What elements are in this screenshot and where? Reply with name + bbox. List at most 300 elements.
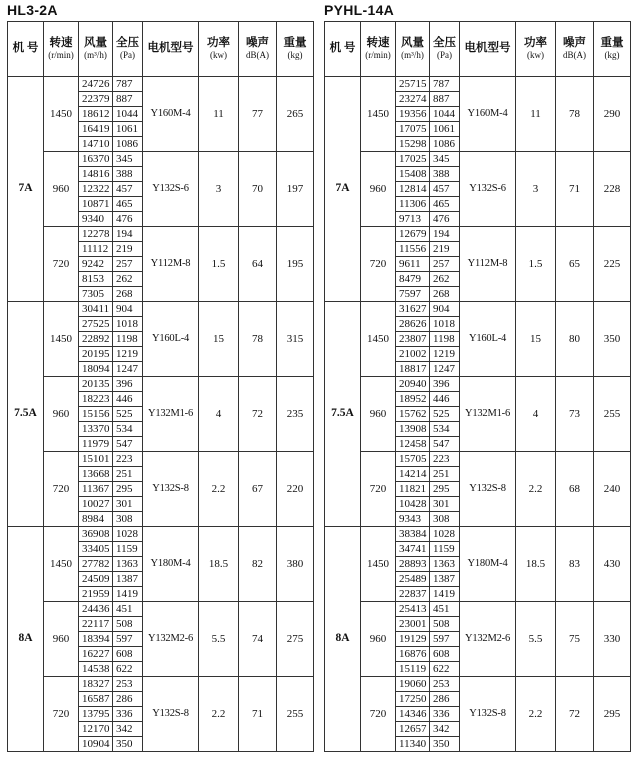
table-row [325, 77, 631, 92]
noise-cell: 70 [239, 152, 277, 227]
pressure-cell: 262 [430, 272, 460, 287]
table-row [8, 527, 314, 542]
weight-cell: 380 [277, 527, 314, 602]
pressure-cell: 253 [113, 677, 143, 692]
flow-cell: 24726 [79, 77, 113, 92]
header-machine: 机 号 [325, 22, 361, 77]
pressure-cell: 525 [430, 407, 460, 422]
pressure-cell: 262 [113, 272, 143, 287]
flow-cell: 10428 [396, 497, 430, 512]
pressure-cell: 1028 [430, 527, 460, 542]
noise-cell: 82 [239, 527, 277, 602]
pressure-cell: 295 [430, 482, 460, 497]
flow-cell: 38384 [396, 527, 430, 542]
pressure-cell: 219 [113, 242, 143, 257]
flow-cell: 8984 [79, 512, 113, 527]
power-cell: 5.5 [516, 602, 556, 677]
table-row [325, 677, 631, 692]
weight-cell: 255 [594, 377, 631, 452]
table-title: HL3-2A [7, 2, 58, 18]
flow-cell: 18223 [79, 392, 113, 407]
flow-cell: 19356 [396, 107, 430, 122]
motor-cell: Y132M1-6 [143, 377, 199, 452]
pressure-cell: 547 [113, 437, 143, 452]
pressure-cell: 622 [113, 662, 143, 677]
pressure-cell: 787 [430, 77, 460, 92]
pressure-cell: 223 [113, 452, 143, 467]
flow-cell: 9611 [396, 257, 430, 272]
pressure-cell: 608 [430, 647, 460, 662]
flow-cell: 12322 [79, 182, 113, 197]
pressure-cell: 308 [113, 512, 143, 527]
fan-spec-table [324, 21, 631, 752]
pressure-cell: 446 [430, 392, 460, 407]
motor-cell: Y160M-4 [143, 77, 199, 152]
flow-cell: 14710 [79, 137, 113, 152]
pressure-cell: 308 [430, 512, 460, 527]
power-cell: 18.5 [199, 527, 239, 602]
table-row [325, 527, 631, 542]
noise-cell: 71 [556, 152, 594, 227]
pressure-cell: 257 [113, 257, 143, 272]
header-motor: 电机型号 [143, 22, 199, 77]
flow-cell: 18612 [79, 107, 113, 122]
pressure-cell: 295 [113, 482, 143, 497]
motor-cell: Y132S-8 [143, 677, 199, 752]
weight-cell: 240 [594, 452, 631, 527]
speed-cell: 1450 [361, 302, 396, 377]
flow-cell: 18952 [396, 392, 430, 407]
flow-cell: 12170 [79, 722, 113, 737]
pressure-cell: 1044 [113, 107, 143, 122]
header-speed: 转速 (r/min) [361, 22, 396, 77]
pressure-cell: 257 [430, 257, 460, 272]
weight-cell: 430 [594, 527, 631, 602]
motor-cell: Y132M1-6 [460, 377, 516, 452]
speed-cell: 960 [44, 377, 79, 452]
noise-cell: 68 [556, 452, 594, 527]
pressure-cell: 350 [430, 737, 460, 752]
pressure-cell: 525 [113, 407, 143, 422]
flow-cell: 11112 [79, 242, 113, 257]
flow-cell: 13370 [79, 422, 113, 437]
pressure-cell: 597 [430, 632, 460, 647]
pressure-cell: 396 [113, 377, 143, 392]
pressure-cell: 451 [113, 602, 143, 617]
flow-cell: 14816 [79, 167, 113, 182]
header-weight: 重量 (kg) [594, 22, 631, 77]
pressure-cell: 1018 [430, 317, 460, 332]
pressure-cell: 608 [113, 647, 143, 662]
flow-cell: 10871 [79, 197, 113, 212]
speed-cell: 720 [44, 677, 79, 752]
pressure-cell: 1061 [113, 122, 143, 137]
flow-cell: 34741 [396, 542, 430, 557]
weight-cell: 197 [277, 152, 314, 227]
flow-cell: 17075 [396, 122, 430, 137]
pressure-cell: 336 [113, 707, 143, 722]
weight-cell: 315 [277, 302, 314, 377]
flow-cell: 15408 [396, 167, 430, 182]
pressure-cell: 350 [113, 737, 143, 752]
table-row [325, 452, 631, 467]
pressure-cell: 508 [430, 617, 460, 632]
pressure-cell: 345 [113, 152, 143, 167]
weight-cell: 350 [594, 302, 631, 377]
pressure-cell: 1419 [430, 587, 460, 602]
flow-cell: 31627 [396, 302, 430, 317]
table-row [325, 302, 631, 317]
motor-cell: Y112M-8 [460, 227, 516, 302]
flow-cell: 21002 [396, 347, 430, 362]
pressure-cell: 465 [430, 197, 460, 212]
pressure-cell: 465 [113, 197, 143, 212]
noise-cell: 77 [239, 77, 277, 152]
pressure-cell: 251 [113, 467, 143, 482]
power-cell: 2.2 [516, 452, 556, 527]
power-cell: 1.5 [199, 227, 239, 302]
table-row [8, 452, 314, 467]
header-flow: 风量 (m³/h) [79, 22, 113, 77]
pressure-cell: 887 [113, 92, 143, 107]
weight-cell: 235 [277, 377, 314, 452]
table-row [8, 302, 314, 317]
weight-cell: 265 [277, 77, 314, 152]
motor-cell: Y132S-8 [460, 677, 516, 752]
noise-cell: 72 [239, 377, 277, 452]
flow-cell: 30411 [79, 302, 113, 317]
speed-cell: 1450 [44, 527, 79, 602]
speed-cell: 720 [361, 677, 396, 752]
header-motor: 电机型号 [460, 22, 516, 77]
pressure-cell: 301 [430, 497, 460, 512]
flow-cell: 19060 [396, 677, 430, 692]
pressure-cell: 1044 [430, 107, 460, 122]
pressure-cell: 194 [113, 227, 143, 242]
flow-cell: 8479 [396, 272, 430, 287]
noise-cell: 71 [239, 677, 277, 752]
flow-cell: 17250 [396, 692, 430, 707]
weight-cell: 275 [277, 602, 314, 677]
motor-cell: Y160L-4 [460, 302, 516, 377]
power-cell: 4 [516, 377, 556, 452]
pressure-cell: 1387 [113, 572, 143, 587]
flow-cell: 9343 [396, 512, 430, 527]
weight-cell: 225 [594, 227, 631, 302]
flow-cell: 16876 [396, 647, 430, 662]
table-title: PYHL-14A [324, 2, 395, 18]
flow-cell: 15762 [396, 407, 430, 422]
flow-cell: 28893 [396, 557, 430, 572]
noise-cell: 78 [556, 77, 594, 152]
flow-cell: 27782 [79, 557, 113, 572]
flow-cell: 11979 [79, 437, 113, 452]
speed-cell: 1450 [44, 77, 79, 152]
pressure-cell: 388 [113, 167, 143, 182]
flow-cell: 23807 [396, 332, 430, 347]
flow-cell: 10027 [79, 497, 113, 512]
motor-cell: Y132S-6 [460, 152, 516, 227]
power-cell: 11 [199, 77, 239, 152]
pressure-cell: 476 [113, 212, 143, 227]
header-noise: 噪声 dB(A) [239, 22, 277, 77]
flow-cell: 10904 [79, 737, 113, 752]
flow-cell: 7597 [396, 287, 430, 302]
pressure-cell: 345 [430, 152, 460, 167]
weight-cell: 255 [277, 677, 314, 752]
pressure-cell: 451 [430, 602, 460, 617]
pressure-cell: 904 [113, 302, 143, 317]
power-cell: 3 [516, 152, 556, 227]
flow-cell: 11340 [396, 737, 430, 752]
power-cell: 15 [199, 302, 239, 377]
header-row [8, 22, 314, 77]
pressure-cell: 597 [113, 632, 143, 647]
pressure-cell: 1219 [113, 347, 143, 362]
flow-cell: 16370 [79, 152, 113, 167]
flow-cell: 13795 [79, 707, 113, 722]
pressure-cell: 1219 [430, 347, 460, 362]
pressure-cell: 336 [430, 707, 460, 722]
flow-cell: 22892 [79, 332, 113, 347]
power-cell: 15 [516, 302, 556, 377]
header-weight: 重量 (kg) [277, 22, 314, 77]
flow-cell: 25489 [396, 572, 430, 587]
header-speed: 转速 (r/min) [44, 22, 79, 77]
pressure-cell: 1419 [113, 587, 143, 602]
flow-cell: 8153 [79, 272, 113, 287]
power-cell: 5.5 [199, 602, 239, 677]
weight-cell: 295 [594, 677, 631, 752]
flow-cell: 24436 [79, 602, 113, 617]
pressure-cell: 904 [430, 302, 460, 317]
table-body [8, 77, 314, 752]
flow-cell: 18094 [79, 362, 113, 377]
machine-cell: 8A [325, 527, 361, 752]
power-cell: 2.2 [516, 677, 556, 752]
flow-cell: 22379 [79, 92, 113, 107]
flow-cell: 12657 [396, 722, 430, 737]
flow-cell: 15119 [396, 662, 430, 677]
machine-cell: 7.5A [8, 302, 44, 527]
table-row [325, 377, 631, 392]
flow-cell: 16587 [79, 692, 113, 707]
pressure-cell: 1247 [113, 362, 143, 377]
header-pressure: 全压 (Pa) [430, 22, 460, 77]
weight-cell: 195 [277, 227, 314, 302]
motor-cell: Y132S-8 [143, 452, 199, 527]
header-noise: 噪声 dB(A) [556, 22, 594, 77]
flow-cell: 28626 [396, 317, 430, 332]
table-row [8, 602, 314, 617]
pressure-cell: 253 [430, 677, 460, 692]
header-power: 功率 (kw) [516, 22, 556, 77]
pressure-cell: 223 [430, 452, 460, 467]
noise-cell: 80 [556, 302, 594, 377]
pressure-cell: 301 [113, 497, 143, 512]
noise-cell: 83 [556, 527, 594, 602]
pressure-cell: 1159 [430, 542, 460, 557]
flow-cell: 20940 [396, 377, 430, 392]
flow-cell: 22837 [396, 587, 430, 602]
table-row [325, 152, 631, 167]
pressure-cell: 446 [113, 392, 143, 407]
pressure-cell: 508 [113, 617, 143, 632]
flow-cell: 9713 [396, 212, 430, 227]
pressure-cell: 251 [430, 467, 460, 482]
power-cell: 1.5 [516, 227, 556, 302]
pressure-cell: 194 [430, 227, 460, 242]
header-row [325, 22, 631, 77]
table-row [8, 227, 314, 242]
flow-cell: 12278 [79, 227, 113, 242]
speed-cell: 1450 [361, 527, 396, 602]
noise-cell: 67 [239, 452, 277, 527]
pressure-cell: 622 [430, 662, 460, 677]
flow-cell: 14214 [396, 467, 430, 482]
table-row [8, 677, 314, 692]
speed-cell: 960 [44, 602, 79, 677]
table-row [325, 227, 631, 242]
table-row [8, 152, 314, 167]
flow-cell: 13668 [79, 467, 113, 482]
table-body [325, 77, 631, 752]
pressure-cell: 476 [430, 212, 460, 227]
flow-cell: 20135 [79, 377, 113, 392]
flow-cell: 15705 [396, 452, 430, 467]
header-pressure: 全压 (Pa) [113, 22, 143, 77]
noise-cell: 73 [556, 377, 594, 452]
motor-cell: Y132M2-6 [460, 602, 516, 677]
flow-cell: 21959 [79, 587, 113, 602]
table-row [325, 602, 631, 617]
pressure-cell: 1363 [430, 557, 460, 572]
pressure-cell: 887 [430, 92, 460, 107]
noise-cell: 72 [556, 677, 594, 752]
flow-cell: 15156 [79, 407, 113, 422]
motor-cell: Y132S-6 [143, 152, 199, 227]
power-cell: 2.2 [199, 452, 239, 527]
flow-cell: 33405 [79, 542, 113, 557]
table-row [8, 377, 314, 392]
pressure-cell: 396 [430, 377, 460, 392]
flow-cell: 7305 [79, 287, 113, 302]
pressure-cell: 1363 [113, 557, 143, 572]
pressure-cell: 1028 [113, 527, 143, 542]
flow-cell: 18327 [79, 677, 113, 692]
pressure-cell: 268 [113, 287, 143, 302]
flow-cell: 23274 [396, 92, 430, 107]
pressure-cell: 1086 [113, 137, 143, 152]
speed-cell: 720 [44, 452, 79, 527]
flow-cell: 9340 [79, 212, 113, 227]
pressure-cell: 787 [113, 77, 143, 92]
flow-cell: 11821 [396, 482, 430, 497]
flow-cell: 36908 [79, 527, 113, 542]
pressure-cell: 1018 [113, 317, 143, 332]
power-cell: 4 [199, 377, 239, 452]
pressure-cell: 457 [113, 182, 143, 197]
flow-cell: 18817 [396, 362, 430, 377]
power-cell: 2.2 [199, 677, 239, 752]
noise-cell: 64 [239, 227, 277, 302]
weight-cell: 330 [594, 602, 631, 677]
flow-cell: 12458 [396, 437, 430, 452]
pressure-cell: 534 [113, 422, 143, 437]
weight-cell: 228 [594, 152, 631, 227]
pressure-cell: 1247 [430, 362, 460, 377]
flow-cell: 14538 [79, 662, 113, 677]
pressure-cell: 342 [430, 722, 460, 737]
weight-cell: 290 [594, 77, 631, 152]
pressure-cell: 1086 [430, 137, 460, 152]
flow-cell: 18394 [79, 632, 113, 647]
flow-cell: 14346 [396, 707, 430, 722]
speed-cell: 960 [361, 602, 396, 677]
flow-cell: 23001 [396, 617, 430, 632]
flow-cell: 25715 [396, 77, 430, 92]
flow-cell: 9242 [79, 257, 113, 272]
motor-cell: Y160L-4 [143, 302, 199, 377]
pressure-cell: 286 [430, 692, 460, 707]
noise-cell: 78 [239, 302, 277, 377]
header-flow: 风量 (m³/h) [396, 22, 430, 77]
flow-cell: 15298 [396, 137, 430, 152]
pressure-cell: 1387 [430, 572, 460, 587]
header-machine: 机 号 [8, 22, 44, 77]
speed-cell: 720 [361, 227, 396, 302]
motor-cell: Y112M-8 [143, 227, 199, 302]
speed-cell: 720 [361, 452, 396, 527]
pressure-cell: 1061 [430, 122, 460, 137]
fan-spec-table [7, 21, 314, 752]
motor-cell: Y180M-4 [460, 527, 516, 602]
noise-cell: 65 [556, 227, 594, 302]
flow-cell: 16419 [79, 122, 113, 137]
pressure-cell: 268 [430, 287, 460, 302]
flow-cell: 11306 [396, 197, 430, 212]
noise-cell: 75 [556, 602, 594, 677]
speed-cell: 1450 [361, 77, 396, 152]
machine-cell: 8A [8, 527, 44, 752]
flow-cell: 15101 [79, 452, 113, 467]
pressure-cell: 547 [430, 437, 460, 452]
flow-cell: 11556 [396, 242, 430, 257]
motor-cell: Y180M-4 [143, 527, 199, 602]
pressure-cell: 342 [113, 722, 143, 737]
flow-cell: 19129 [396, 632, 430, 647]
flow-cell: 25413 [396, 602, 430, 617]
flow-cell: 22117 [79, 617, 113, 632]
flow-cell: 13908 [396, 422, 430, 437]
motor-cell: Y160M-4 [460, 77, 516, 152]
motor-cell: Y132M2-6 [143, 602, 199, 677]
pressure-cell: 219 [430, 242, 460, 257]
machine-cell: 7A [8, 77, 44, 302]
power-cell: 11 [516, 77, 556, 152]
speed-cell: 720 [44, 227, 79, 302]
flow-cell: 16227 [79, 647, 113, 662]
pressure-cell: 286 [113, 692, 143, 707]
flow-cell: 24509 [79, 572, 113, 587]
power-cell: 18.5 [516, 527, 556, 602]
table-row [8, 77, 314, 92]
header-power: 功率 (kw) [199, 22, 239, 77]
pressure-cell: 534 [430, 422, 460, 437]
pressure-cell: 388 [430, 167, 460, 182]
pressure-cell: 1198 [430, 332, 460, 347]
machine-cell: 7.5A [325, 302, 361, 527]
